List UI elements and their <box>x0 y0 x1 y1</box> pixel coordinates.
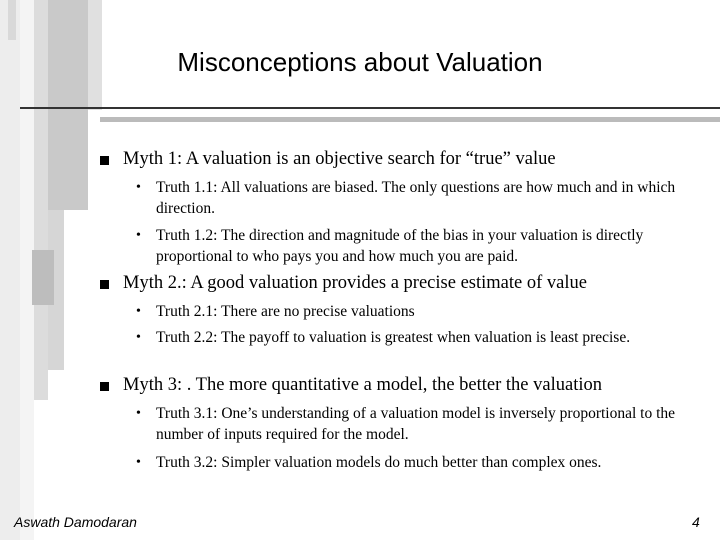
bullet-dot-icon: • <box>136 330 141 345</box>
bullet-dot-icon: • <box>136 304 141 319</box>
myth-heading: Myth 2.: A good valuation provides a precise estimate of value <box>123 273 587 293</box>
truth-item: Truth 1.1: All valuations are biased. The only questions are how much and in which direction. <box>156 179 676 217</box>
square-bullet-icon <box>100 280 109 289</box>
myth-heading: Myth 1: A valuation is an objective search for “true” value <box>123 149 556 169</box>
bullet-dot-icon: • <box>136 455 141 470</box>
decor-bar <box>32 250 54 305</box>
truth-item: Truth 3.1: One’s understanding of a valuation model is inversely proportional to the number of inputs required for the model. <box>156 405 676 443</box>
decor-bar <box>48 0 88 210</box>
truth-item: Truth 3.2: Simpler valuation models do much better than complex ones. <box>156 454 602 471</box>
page-number: 4 <box>692 514 700 530</box>
bullet-dot-icon: • <box>136 180 141 195</box>
truth-item: Truth 2.2: The payoff to valuation is greatest when valuation is least precise. <box>156 329 631 346</box>
decor-bar <box>34 0 48 400</box>
slide-title: Misconceptions about Valuation <box>177 47 543 77</box>
title-divider <box>20 107 720 109</box>
square-bullet-icon <box>100 156 109 165</box>
myth-heading: Myth 3: . The more quantitative a model, the better the valuation <box>123 375 602 395</box>
bullet-dot-icon: • <box>136 406 141 421</box>
square-bullet-icon <box>100 382 109 391</box>
truth-item: Truth 2.1: There are no precise valuations <box>156 303 415 320</box>
title-divider-shadow <box>100 117 720 122</box>
truth-item: Truth 1.2: The direction and magnitude of the bias in your valuation is directly proportional to who pays you and how much you are paid. <box>156 227 644 265</box>
decor-bar <box>8 0 16 40</box>
decor-bar <box>0 0 20 540</box>
footer-author: Aswath Damodaran <box>14 514 137 530</box>
bullet-dot-icon: • <box>136 228 141 243</box>
